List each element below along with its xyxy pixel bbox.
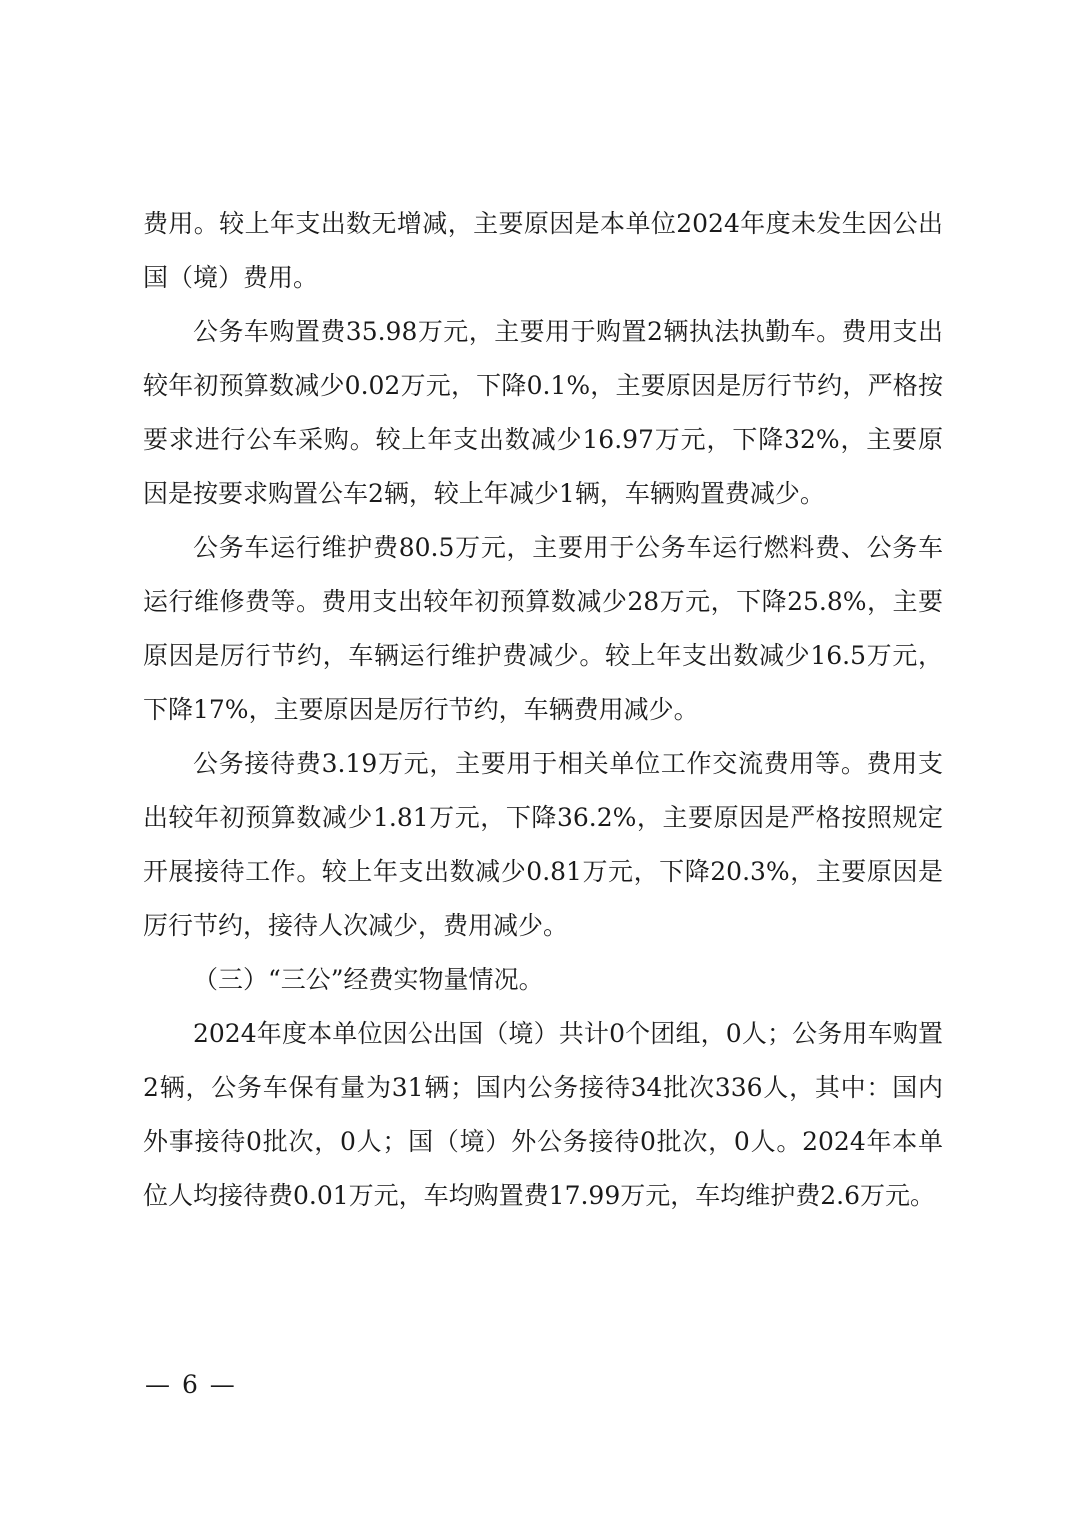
page-number: — 6 — bbox=[145, 1370, 237, 1399]
paragraph-continuation: 费用。较上年支出数无增减，主要原因是本单位2024年度未发生因公出国（境）费用。 bbox=[143, 209, 943, 292]
document-body bbox=[143, 197, 943, 1223]
paragraph-vehicle-purchase: 公务车购置费35.98万元，主要用于购置2辆执法执勤车。费用支出较年初预算数减少0.02万元，下降0.1%，主要原因是厉行节约，严格按要求进行公车采购。较上年支出数减少16.97万元，下降32%，主要原因是按要求购置公车2辆，较上年减少1辆，车辆购置费减少。 bbox=[143, 317, 943, 508]
paragraph-vehicle-maintenance: 公务车运行维护费80.5万元，主要用于公务车运行燃料费、公务车运行维修费等。费用支出较年初预算数减少28万元，下降25.8%，主要原因是厉行节约，车辆运行维护费减少。较上年支出数减少16.5万元，下降17%，主要原因是厉行节约，车辆费用减少。 bbox=[143, 533, 943, 724]
paragraph-physical-quantity: 2024年度本单位因公出国（境）共计0个团组，0人；公务用车购置2辆，公务车保有量为31辆；国内公务接待34批次336人，其中：国内外事接待0批次，0人；国（境）外公务接待0批次，0人。2024年本单位人均接待费0.01万元，车均购置费17.99万元，车均维护费2.6万元。 bbox=[143, 1019, 943, 1210]
paragraph-reception: 公务接待费3.19万元，主要用于相关单位工作交流费用等。费用支出较年初预算数减少1.81万元，下降36.2%，主要原因是严格按照规定开展接待工作。较上年支出数减少0.81万元，下降20.3%，主要原因是厉行节约，接待人次减少，费用减少。 bbox=[143, 749, 943, 940]
section-heading: （三）“三公”经费实物量情况。 bbox=[193, 965, 544, 994]
